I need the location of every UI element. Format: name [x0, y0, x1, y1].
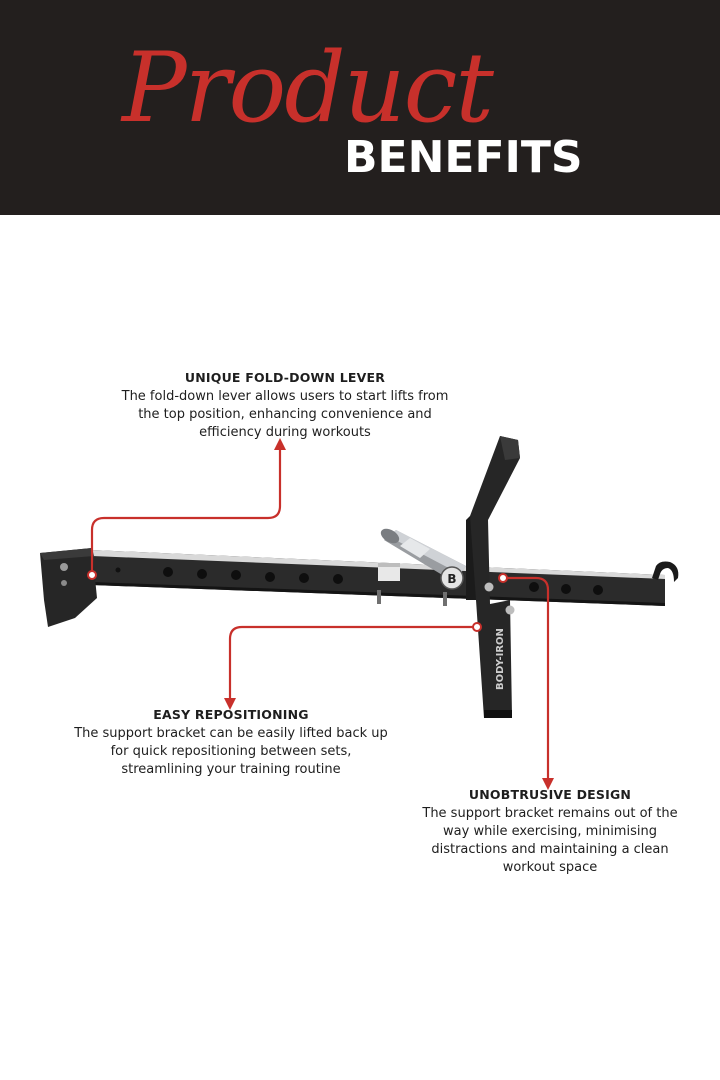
callout-title: UNOBTRUSIVE DESIGN: [468, 787, 632, 802]
callout-title: UNIQUE FOLD-DOWN LEVER: [184, 370, 386, 385]
callout-body: The fold-down lever allows users to start lifts from the top position, enhancing convenience and efficiency during workouts: [121, 389, 449, 440]
header-script-text: Product: [122, 32, 492, 144]
brand-mark: BODY-IRON: [495, 628, 506, 690]
header-bold-text: BENEFITS: [344, 132, 583, 183]
badge-letter: B: [447, 572, 457, 586]
callout-body: The support bracket remains out of the way while exercising, minimising distractions and maintaining a clean workout space: [422, 806, 678, 875]
callout-fold-down-lever: [110, 370, 460, 442]
unob-dot: [499, 574, 507, 582]
callout-easy-repositioning: [70, 707, 392, 779]
callout-unobtrusive-design: [418, 787, 682, 877]
callout-title: EASY REPOSITIONING: [153, 707, 309, 722]
repos-connector: [230, 627, 474, 700]
lever-dot: [88, 571, 96, 579]
repos-dot: [473, 623, 481, 631]
end-hook: [652, 562, 678, 583]
end-plate: [40, 548, 97, 627]
callout-body: The support bracket can be easily lifted back up for quick repositioning between sets, streamlining your training routine: [74, 726, 388, 777]
